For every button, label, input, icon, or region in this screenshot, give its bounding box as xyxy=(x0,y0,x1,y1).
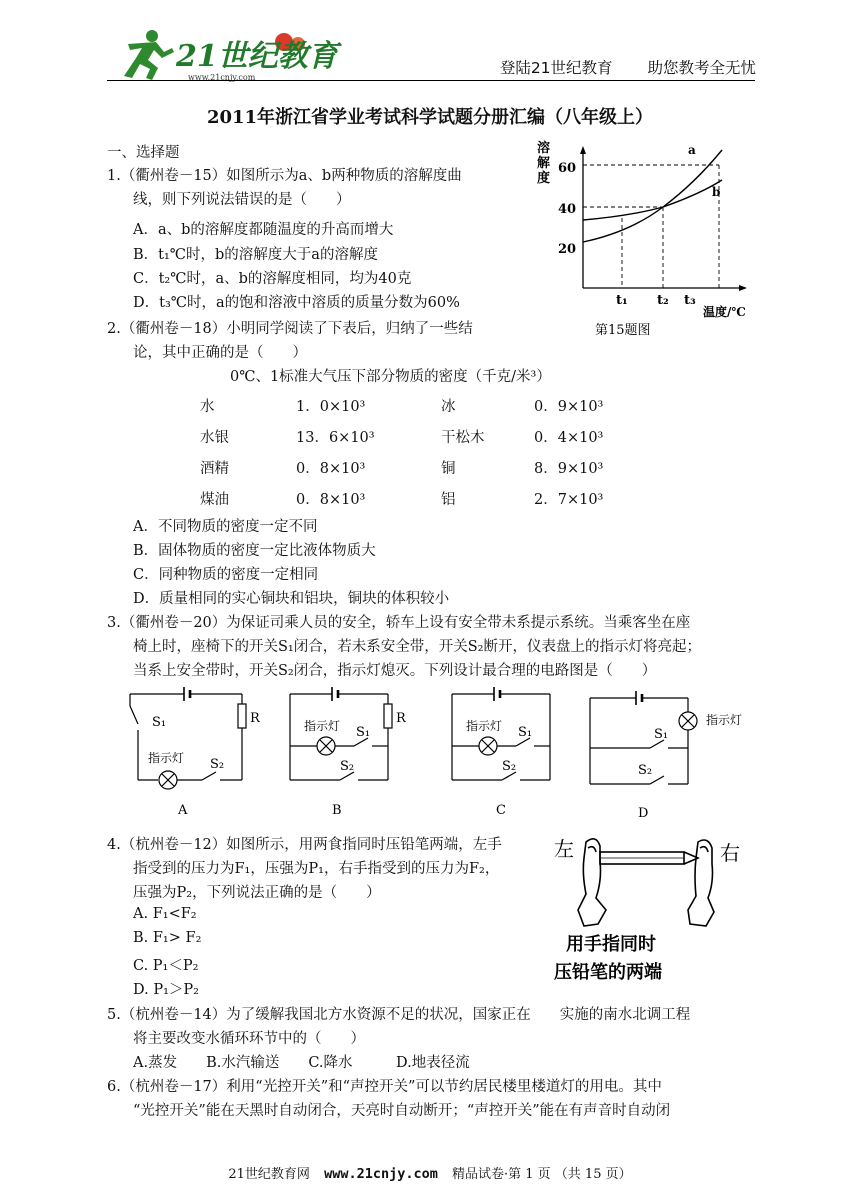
ytick-60: 60 xyxy=(558,161,577,176)
switch-label: S₁ xyxy=(356,725,371,740)
table-cell: 0．9×10³ xyxy=(534,399,604,415)
solubility-figure xyxy=(500,138,760,338)
q2-option-d: D．质量相同的实心铜块和铝块，铜块的体积较小 xyxy=(133,591,450,607)
y-label-2: 解 xyxy=(537,156,551,171)
footer-page: 精品试卷·第 1 页 （共 15 页） xyxy=(452,1167,632,1182)
q6-line1: 6.（杭州卷－17）利用“光控开关”和“声控开关”可以节约居民楼里楼道灯的用电。其中 xyxy=(107,1079,662,1095)
circuit-a xyxy=(130,687,246,789)
xtick-t3: t₃ xyxy=(684,293,696,308)
switch-label: S₁ xyxy=(152,715,167,730)
q1-line1: 1.（衢州卷－15）如图所示为a、b两种物质的溶解度曲 xyxy=(107,168,462,184)
table-cell: 0．8×10³ xyxy=(296,492,366,508)
table-row xyxy=(200,390,603,421)
right-finger xyxy=(688,840,714,926)
q4-option-d: D. P₁＞P₂ xyxy=(133,982,199,998)
pencil-figure xyxy=(548,828,758,988)
slogan-left: 登陆21世纪教育 xyxy=(499,59,613,77)
x-label: 温度/℃ xyxy=(703,305,746,319)
q3-line3: 当系上安全带时，开关S₂闭合，指示灯熄灭。下列设计最合理的电路图是（ ） xyxy=(133,663,657,679)
q1-line2: 线，则下列说法错误的是（ ） xyxy=(133,192,351,208)
switch-label: S₂ xyxy=(210,757,225,772)
switch-label: S₂ xyxy=(340,759,355,774)
curve-b-label: b xyxy=(712,185,721,199)
ytick-20: 20 xyxy=(558,242,577,257)
table-row xyxy=(200,483,603,514)
q2-line2: 论，其中正确的是（ ） xyxy=(133,345,307,361)
table-cell: 水银 xyxy=(200,430,229,446)
resistor-label: R xyxy=(250,711,260,726)
ytick-40: 40 xyxy=(558,202,577,217)
table-row xyxy=(200,421,603,452)
pencil-caption-1: 用手指同时 xyxy=(566,934,656,955)
curve-a-label: a xyxy=(688,143,696,157)
q4-line2: 指受到的压力为F₁，压强为P₁，右手指受到的压力为F₂， xyxy=(133,861,500,877)
footer-url[interactable]: www.21cnjy.com xyxy=(324,1166,438,1182)
logo xyxy=(108,22,338,86)
option-label-d: D xyxy=(638,806,649,821)
table-cell: 铜 xyxy=(441,461,456,477)
section-heading: 一、选择题 xyxy=(107,145,180,161)
q6-line2: “光控开关”能在天黑时自动闭合，天亮时自动断开；“声控开关”能在有声音时自动闭 xyxy=(133,1103,671,1119)
table-cell: 0．8×10³ xyxy=(296,461,366,477)
table-cell: 2．7×10³ xyxy=(534,492,604,508)
header-divider xyxy=(107,80,755,81)
right-label: 右 xyxy=(720,841,740,865)
curve-a xyxy=(583,150,722,242)
q3-line1: 3.（衢州卷－20）为保证司乘人员的安全，轿车上设有安全带未系提示系统。当乘客坐在座 xyxy=(107,615,691,631)
table-cell: 8．9×10³ xyxy=(534,461,604,477)
circuit-diagrams xyxy=(118,684,758,822)
q4-line1: 4.（杭州卷－12）如图所示，用两食指同时压铅笔两端，左手 xyxy=(107,837,502,853)
q1-option-b: B．t₁℃时，b的溶解度大于a的溶解度 xyxy=(133,247,378,263)
slogan-right: 助您教考全无忧 xyxy=(647,59,756,77)
xtick-t1: t₁ xyxy=(616,293,628,308)
table-cell: 铝 xyxy=(441,492,456,508)
table-cell: 干松木 xyxy=(441,430,485,446)
option-label-a: A xyxy=(178,803,188,818)
left-label: 左 xyxy=(554,837,574,861)
table-row xyxy=(200,452,603,483)
pencil-caption-2: 压铅笔的两端 xyxy=(554,962,662,983)
table-cell: 13．6×10³ xyxy=(296,430,375,446)
q5-line2: 将主要改变水循环环节中的（ ） xyxy=(133,1031,365,1047)
q2-option-a: A．不同物质的密度一定不同 xyxy=(133,519,318,535)
option-label-c: C xyxy=(496,803,506,818)
q4-option-a: A. F₁<F₂ xyxy=(133,906,197,922)
table-cell: 冰 xyxy=(441,399,456,415)
table-cell: 水 xyxy=(200,399,215,415)
lamp-label: 指示灯 xyxy=(304,719,341,733)
switch-label: S₁ xyxy=(518,725,533,740)
q1-option-c: C．t₂℃时，a、b的溶解度相同，均为40克 xyxy=(133,271,412,287)
table-cell: 煤油 xyxy=(200,492,229,508)
header-slogan xyxy=(470,56,756,78)
q4-option-c: C. P₁＜P₂ xyxy=(133,958,199,974)
y-label-3: 度 xyxy=(537,171,551,186)
y-label-1: 溶 xyxy=(537,141,551,156)
q1-option-a: A．a、b的溶解度都随温度的升高而增大 xyxy=(133,222,394,238)
q4-option-b: B. F₁> F₂ xyxy=(133,930,202,946)
page-title: 2011年浙江省学业考试科学试题分册汇编（八年级上） xyxy=(206,107,654,128)
logo-text: 21世纪教育 xyxy=(176,39,338,74)
q5-line1: 5.（杭州卷－14）为了缓解我国北方水资源不足的状况，国家正在 实施的南水北调工程 xyxy=(107,1007,691,1023)
option-label-b: B xyxy=(332,803,342,818)
switch-label: S₁ xyxy=(654,727,669,742)
q2-line1: 2.（衢州卷－18）小明同学阅读了下表后，归纳了一些结 xyxy=(107,321,473,337)
page-footer xyxy=(0,1163,860,1182)
density-table-title: 0℃、1标准大气压下部分物质的密度（千克/米³） xyxy=(230,369,551,385)
q5-options: A.蒸发 B.水汽输送 C.降水 D.地表径流 xyxy=(133,1055,470,1071)
lamp-label: 指示灯 xyxy=(148,751,185,765)
q2-option-b: B．固体物质的密度一定比液体物质大 xyxy=(133,543,376,559)
resistor-label: R xyxy=(396,711,406,726)
switch-label: S₂ xyxy=(502,759,517,774)
q1-option-d: D．t₃℃时，a的饱和溶液中溶质的质量分数为60% xyxy=(133,295,460,311)
q4-line3: 压强为P₂，下列说法正确的是（ ） xyxy=(133,885,381,901)
footer-site: 21世纪教育网 xyxy=(228,1167,310,1182)
density-table xyxy=(200,390,603,514)
table-cell: 1．0×10³ xyxy=(296,399,366,415)
lamp-label: 指示灯 xyxy=(706,713,743,727)
q3-line2: 椅上时，座椅下的开关S₁闭合，若未系安全带，开关S₂断开，仪表盘上的指示灯将亮起； xyxy=(133,639,701,655)
xtick-t2: t₂ xyxy=(657,293,669,308)
lamp-label: 指示灯 xyxy=(466,719,503,733)
circuit-c xyxy=(452,687,550,780)
figure-caption: 第15题图 xyxy=(595,323,651,338)
table-cell: 0．4×10³ xyxy=(534,430,604,446)
q2-option-c: C．同种物质的密度一定相同 xyxy=(133,567,319,583)
table-cell: 酒精 xyxy=(200,461,229,477)
logo-url: www.21cnjy.com xyxy=(188,73,256,82)
switch-label: S₂ xyxy=(638,763,653,778)
